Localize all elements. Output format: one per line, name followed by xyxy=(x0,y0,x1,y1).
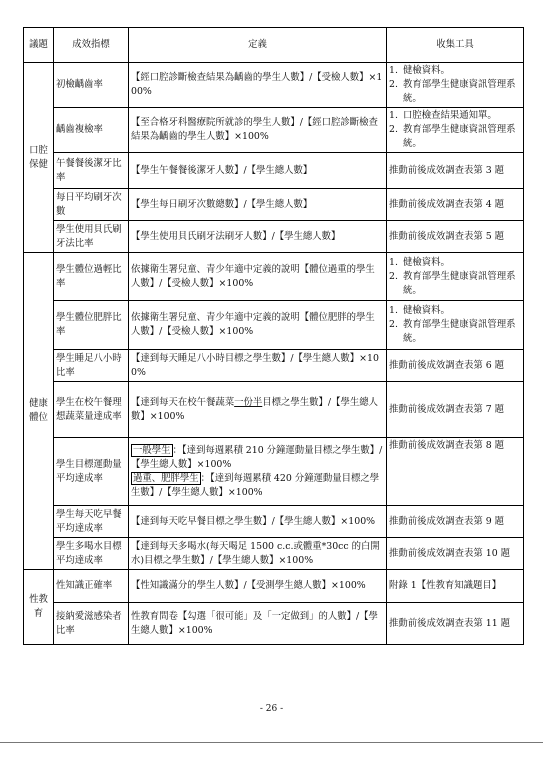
indicator-table xyxy=(23,27,524,645)
table-row xyxy=(24,189,524,221)
definition-cell: 【經口腔診斷檢查結果為齲齒的學生人數】/【受檢人數】×100% xyxy=(129,63,387,108)
tool-item: 口腔檢查結果通知單。 xyxy=(403,110,497,121)
table-row xyxy=(24,221,524,253)
header-tool: 收集工具 xyxy=(387,28,524,63)
indicator-cell: 學生睡足八小時比率 xyxy=(54,350,129,382)
definition-cell: 依據衛生署兒童、青少年適中定義的說明【體位過重的學生人數】/【受檢人數】×100% xyxy=(129,253,387,301)
definition-cell: 【學生每日刷牙次數總數】/【學生總人數】 xyxy=(129,189,387,221)
indicator-cell: 性知識正確率 xyxy=(54,570,129,603)
indicator-cell: 學生體位過輕比率 xyxy=(54,253,129,301)
tool-item: 教育部學生健康資訊管理系統。 xyxy=(403,319,516,344)
table-row xyxy=(24,63,524,108)
indicator-cell: 接納愛滋感染者比率 xyxy=(54,603,129,645)
definition-cell: 【性知識滿分的學生人數】/【受測學生總人數】×100% xyxy=(129,570,387,603)
table-row xyxy=(24,301,524,350)
table-row xyxy=(24,438,524,506)
definition-cell: 依據衛生署兒童、青少年適中定義的說明【體位肥胖的學生人數】/【受檢人數】×100% xyxy=(129,301,387,350)
definition-cell xyxy=(129,382,387,438)
table-header-row xyxy=(24,28,524,63)
definition-cell: 【達到每天多喝水(每天喝足 1500 c.c.或體重*30cc 的白開水)目標之學生數】/【學生總人數】×100% xyxy=(129,538,387,570)
category-cell-body xyxy=(24,253,54,570)
tool-item: 教育部學生健康資訊管理系統。 xyxy=(403,124,516,149)
tool-cell: 1. 口腔檢查結果通知單。 2. 教育部學生健康資訊管理系統。 xyxy=(387,108,524,153)
tool-item: 健檢資料。 xyxy=(403,65,450,76)
indicator-cell: 初檢齲齒率 xyxy=(54,63,129,108)
definition-text: 目標之學生數】/【學生總人數】×100% xyxy=(131,396,378,422)
category-label: 健康 xyxy=(29,398,48,409)
tool-item: 教育部學生健康資訊管理系統。 xyxy=(403,79,516,104)
tool-cell: 附錄 1【性教育知識題目】 xyxy=(387,570,524,603)
definition-cell: 【學生使用貝氏刷牙法刷牙人數】/【學生總人數】 xyxy=(129,221,387,253)
footer-divider xyxy=(0,742,543,743)
indicator-cell: 學生體位肥胖比率 xyxy=(54,301,129,350)
category-cell-sexed xyxy=(24,570,54,645)
tool-cell: 1. 健檢資料。 2. 教育部學生健康資訊管理系統。 xyxy=(387,63,524,108)
table-row xyxy=(24,603,524,645)
header-category: 議題 xyxy=(24,28,54,63)
tool-cell: 推動前後成效調查表第 10 題 xyxy=(387,538,524,570)
category-label: 性教育 xyxy=(29,594,48,619)
indicator-cell: 學生使用貝氏刷牙法比率 xyxy=(54,221,129,253)
indicator-cell: 學生在校午餐理想蔬菜量達成率 xyxy=(54,382,129,438)
tool-item: 健檢資料。 xyxy=(403,305,450,316)
table-row xyxy=(24,253,524,301)
definition-cell xyxy=(129,438,387,506)
table-row xyxy=(24,382,524,438)
header-indicator: 成效指標 xyxy=(54,28,129,63)
table-row xyxy=(24,108,524,153)
page-number: - 26 - xyxy=(259,704,284,714)
definition-cell: 性教育問卷【勾選「很可能」及「一定做到」的人數】/【學生總人數】×100% xyxy=(129,603,387,645)
definition-text: ：【達到每週累積 420 分鐘運動量目標之學生數】/【學生總人數】×100% xyxy=(131,472,380,498)
boxed-label-general-students: 一般學生 xyxy=(133,444,171,456)
indicator-cell: 齲齒複檢率 xyxy=(54,108,129,153)
category-label: 保健 xyxy=(29,158,48,170)
tool-cell: 1. 健檢資料。 2. 教育部學生健康資訊管理系統。 xyxy=(387,301,524,350)
table-row xyxy=(24,506,524,538)
definition-cell: 【至合格牙科醫療院所就診的學生人數】/【經口腔診斷檢查結果為齲齒的學生人數】×100% xyxy=(129,108,387,153)
indicator-cell: 午餐餐後潔牙比率 xyxy=(54,153,129,189)
tool-cell: 推動前後成效調查表第 8 題 xyxy=(387,438,524,506)
definition-cell: 【達到每天吃早餐目標之學生數】/【學生總人數】×100% xyxy=(129,506,387,538)
indicator-cell: 每日平均刷牙次數 xyxy=(54,189,129,221)
table-row xyxy=(24,350,524,382)
definition-text: ：【達到每週累積 210 分鐘運動量目標之學生數】/【學生總人數】×100% xyxy=(131,444,383,470)
category-cell-oral xyxy=(24,63,54,253)
header-definition: 定義 xyxy=(129,28,387,63)
tool-cell: 推動前後成效調查表第 4 題 xyxy=(387,189,524,221)
definition-cell: 【達到每天睡足八小時目標之學生數】/【學生總人數】×100% xyxy=(129,350,387,382)
category-label: 口腔 xyxy=(29,144,48,156)
tool-cell: 推動前後成效調查表第 11 題 xyxy=(387,603,524,645)
indicator-cell: 學生目標運動量平均達成率 xyxy=(54,438,129,506)
tool-cell: 推動前後成效調查表第 3 題 xyxy=(387,153,524,189)
tool-item: 教育部學生健康資訊管理系統。 xyxy=(403,270,516,296)
tool-cell: 推動前後成效調查表第 5 題 xyxy=(387,221,524,253)
table-row xyxy=(24,570,524,603)
definition-text: 【達到每天在校午餐蔬菜 xyxy=(131,396,235,408)
tool-cell: 推動前後成效調查表第 7 題 xyxy=(387,382,524,438)
indicator-cell: 學生多喝水目標平均達成率 xyxy=(54,538,129,570)
tool-cell: 1. 健檢資料。 2. 教育部學生健康資訊管理系統。 xyxy=(387,253,524,301)
category-label: 體位 xyxy=(29,412,48,423)
underlined-term: 一份半 xyxy=(234,396,263,408)
indicator-cell: 學生每天吃早餐平均達成率 xyxy=(54,506,129,538)
table-row xyxy=(24,153,524,189)
tool-cell: 推動前後成效調查表第 6 題 xyxy=(387,350,524,382)
table-row xyxy=(24,538,524,570)
tool-item: 健檢資料。 xyxy=(403,256,450,268)
boxed-label-overweight-students: 過重、肥胖學生 xyxy=(133,472,199,484)
tool-cell: 推動前後成效調查表第 9 題 xyxy=(387,506,524,538)
definition-cell: 【學生午餐餐後潔牙人數】/【學生總人數】 xyxy=(129,153,387,189)
